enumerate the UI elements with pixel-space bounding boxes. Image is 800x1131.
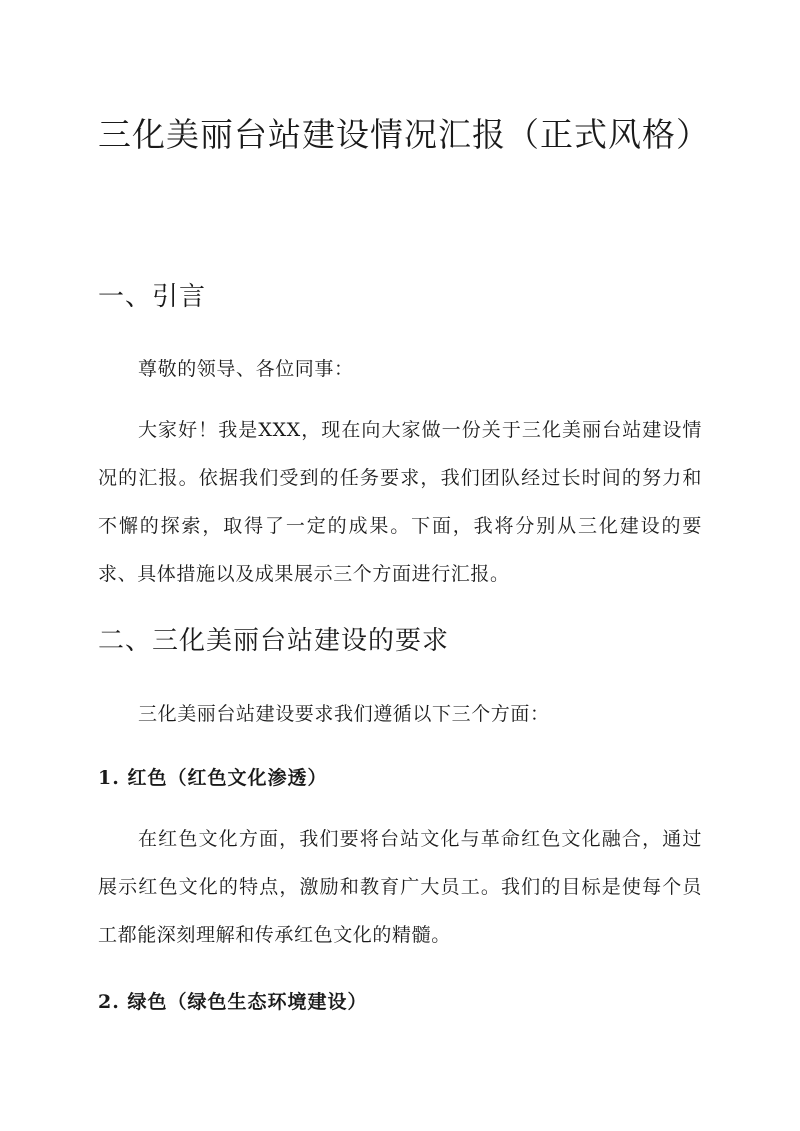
section-heading-introduction: 一、引言 bbox=[98, 282, 207, 312]
red-culture-paragraph: 在红色文化方面，我们要将台站文化与革命红色文化融合，通过展示红色文化的特点，激励和教育广大员工。我们的目标是使每个员工都能深刻理解和传承红色文化的精髓。 bbox=[98, 828, 702, 946]
subheading-red-culture: 1. 红色（红色文化渗透） bbox=[98, 767, 328, 789]
introduction-paragraph: 大家好！我是XXX，现在向大家做一份关于三化美丽台站建设情况的汇报。依据我们受到的任务要求，我们团队经过长时间的努力和不懈的探索，取得了一定的成果。下面，我将分别从三化建设的要求、具体措施以及成果展示三个方面进行汇报。 bbox=[98, 419, 702, 585]
subheading-green-environment: 2. 绿色（绿色生态环境建设） bbox=[98, 991, 368, 1013]
section-heading-requirements: 二、三化美丽台站建设的要求 bbox=[98, 626, 450, 656]
document-title: 三化美丽台站建设情况汇报（正式风格） bbox=[98, 115, 710, 154]
salutation-paragraph: 尊敬的领导、各位同事： bbox=[138, 358, 354, 380]
requirements-intro-paragraph: 三化美丽台站建设要求我们遵循以下三个方面： bbox=[138, 703, 550, 725]
